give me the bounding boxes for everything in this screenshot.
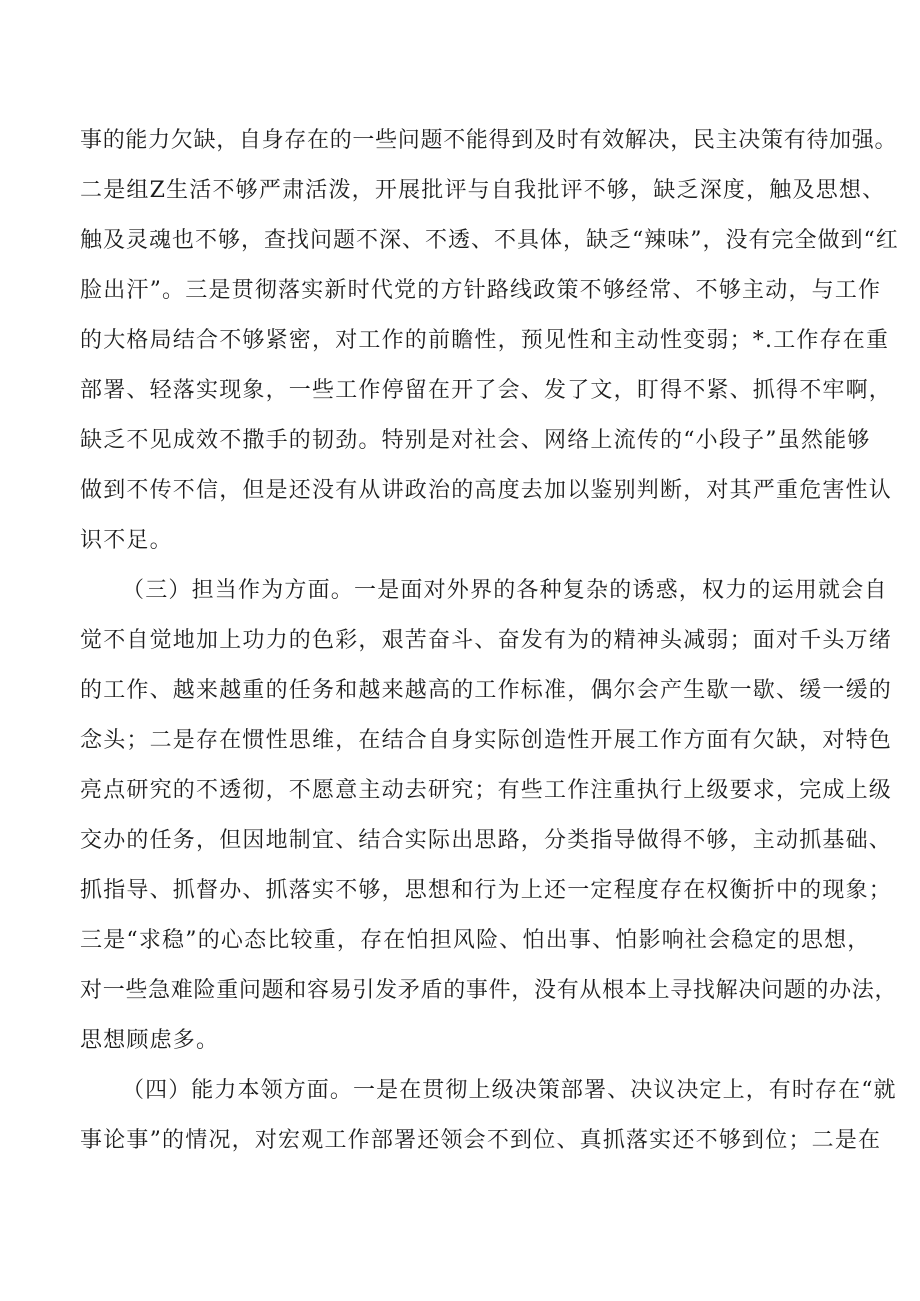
text-line: 缺乏不见成效不撒手的韧劲。特别是对社会、网络上流传的“小段子”虽然能够 — [80, 428, 871, 453]
text-line: 触及灵魂也不够，查找问题不深、不透、不具体，缺乏“辣味”，没有完全做到“红 — [80, 228, 899, 253]
text-line: 对一些急难险重问题和容易引发矛盾的事件，没有从根本上寻找解决问题的办法， — [80, 978, 898, 1003]
text-line: 觉不自觉地加上功力的色彩，艰苦奋斗、奋发有为的精神头减弱；面对千头万绪 — [80, 628, 893, 653]
text-line: 抓指导、抓督办、抓落实不够，思想和行为上还一定程度存在权衡折中的现象； — [80, 878, 893, 903]
text-line: 的大格局结合不够紧密，对工作的前瞻性，预见性和主动性变弱；*.工作存在重 — [80, 328, 890, 353]
text-line: 交办的任务，但因地制宜、结合实际出思路，分类指导做得不够，主动抓基础、 — [80, 828, 893, 853]
text-line: 事论事”的情况，对宏观工作部署还领会不到位、真抓落实还不够到位；二是在 — [80, 1128, 882, 1153]
text-line: 事的能力欠缺，自身存在的一些问题不能得到及时有效解决，民主决策有待加强。 — [80, 128, 898, 153]
paragraph-heading-line: （三）担当作为方面。一是面对外界的各种复杂的诱惑，权力的运用就会自 — [122, 578, 888, 603]
paragraph-heading-line: （四）能力本领方面。一是在贯彻上级决策部署、决议决定上，有时存在“就 — [122, 1078, 897, 1103]
text-line: 亮点研究的不透彻，不愿意主动去研究；有些工作注重执行上级要求，完成上级 — [80, 778, 893, 803]
text-line: 做到不传不信，但是还没有从讲政治的高度去加以鉴别判断，对其严重危害性认 — [80, 478, 893, 503]
text-line: 部署、轻落实现象，一些工作停留在开了会、发了文，盯得不紧、抓得不牢啊， — [80, 378, 893, 403]
text-line: 念头；二是存在惯性思维，在结合自身实际创造性开展工作方面有欠缺，对特色 — [80, 728, 893, 753]
text-line: 脸出汗”。三是贯彻落实新时代党的方针路线政策不够经常、不够主动，与工作 — [80, 278, 882, 303]
text-line: 二是组Z生活不够严肃活泼，开展批评与自我批评不够，缺乏深度，触及思想、 — [80, 178, 886, 203]
text-line: 思想顾虑多。 — [80, 1028, 220, 1053]
text-line: 识不足。 — [80, 528, 173, 553]
text-line: 三是“求稳”的心态比较重，存在怕担风险、怕出事、怕影响社会稳定的思想， — [80, 928, 871, 953]
text-line: 的工作、越来越重的任务和越来越高的工作标准，偶尔会产生歇一歇、缓一缓的 — [80, 678, 893, 703]
